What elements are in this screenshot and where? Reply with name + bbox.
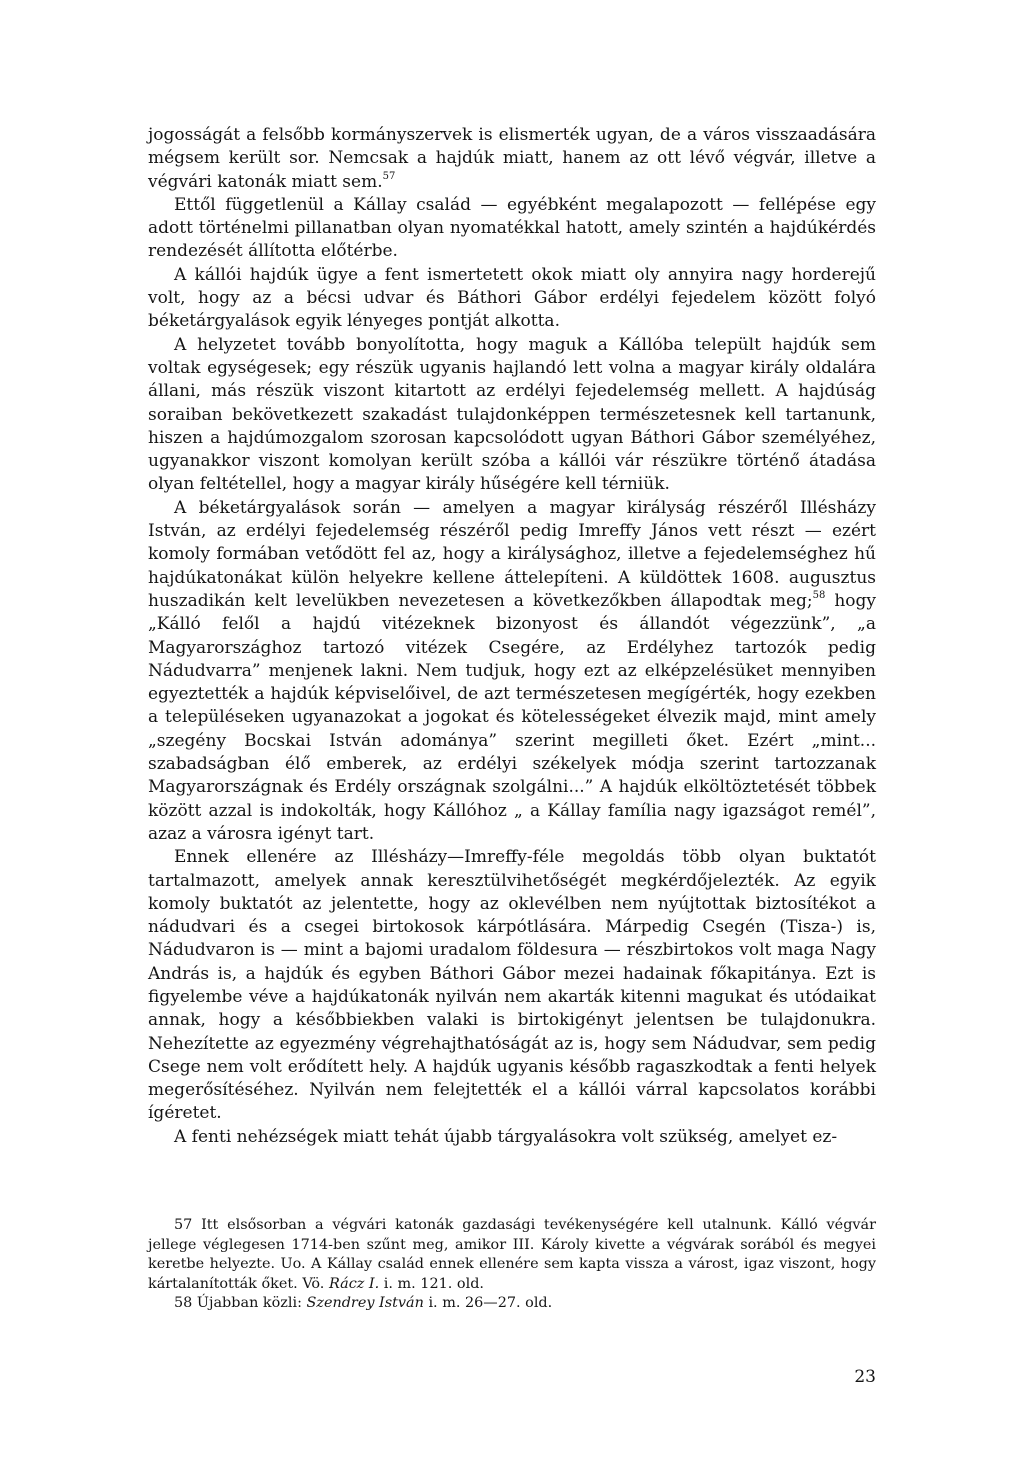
body-text (148, 124, 876, 1149)
footnote-57: 57 Itt elsősorban a végvári katonák gazdasági tevékenységére kell utalnunk. Kálló végvár jellege véglegesen 1714-ben szűnt meg, amikor III. Károly kivette a végvárak sorából és megyei keretbe helyezte. Uo. A Kállay család ennek ellenére sem kapta vissza a várost, igaz viszont, hogy kártalanították őket. Vö. Rácz I. i. m. 121. old. (148, 1217, 877, 1292)
paragraph-2: Ettől függetlenül a Kállay család — egyébként megalapozott — fellépése egy adott történelmi pillanatban olyan nyomatékkal hatott, amely szintén a hajdúkérdés rendezését állította előtérbe. (148, 194, 876, 262)
paragraph-7: A fenti nehézségek miatt tehát újabb tárgyalásokra volt szükség, amelyet ez- (174, 1126, 838, 1147)
paragraph-3: A kállói hajdúk ügye a fent ismertetett okok miatt oly annyira nagy horderejű volt, hogy az a bécsi udvar és Báthori Gábor erdélyi fejedelem között folyó béketárgyalások egyik lényeges pontját alkotta. (148, 264, 876, 332)
footnote-58: 58 Újabban közli: Szendrey István i. m. 26—27. old. (174, 1295, 553, 1312)
page-body (148, 124, 876, 1149)
paragraph-4: A helyzetet tovább bonyolította, hogy maguk a Kállóba települt hajdúk sem voltak egységesek; egy részük ugyanis hajlandó lett volna a magyar király oldalára állani, más részük viszont kitartott az erdélyi fejedelemség mellett. A hajdúság soraiban bekövetkezett szakadást tulajdonképpen természetesnek kell tartanunk, hiszen a hajdúmozgalom szorosan kapcsolódott ugyan Báthori Gábor személyéhez, ugyanakkor viszont komolyan került szóba a kállói vár részükre történő átadása olyan feltétellel, hogy a magyar király hűségére kell térniük. (148, 334, 876, 495)
footnote-ref-57: 57 (382, 170, 396, 182)
paragraph-1: jogosságát a felsőbb kormányszervek is elismerték ugyan, de a város visszaadására mégsem került sor. Nemcsak a hajdúk miatt, hanem az ott lévő végvár, illetve a végvári katonák miatt sem.$^{57}$ (148, 125, 876, 192)
footnote-ref-58: 58 (812, 590, 826, 602)
footnotes (148, 1216, 876, 1314)
page-number: 23 (854, 1367, 876, 1387)
paragraph-6: Ennek ellenére az Illésházy—Imreffy-féle megoldás több olyan buktatót tartalmazott, amelyek annak keresztülvihetőségét megkérdőjelezték. Az egyik komoly buktatót az jelentette, hogy az oklevélben nem nyújtottak biztosítékot a nádudvari és a csegei birtokosok kárpótlására. Márpedig Csegén (Tisza-) is, Nádudvaron is — mint a bajomi uradalom földesura — részbirtokos volt maga Nagy András is, a hajdúk és egyben Báthori Gábor mezei hadainak főkapitánya. Ezt is figyelembe véve a hajdúkatonák nyilván nem akarták kitenni magukat és utódaikat annak, hogy a későbbiekben valaki is birtokigényt jelentsen be tulajdonukra. Nehezítette az egyezmény végrehajthatóságát az is, hogy sem Nádudvar, sem pedig Csege nem volt erődített hely. A hajdúk ugyanis később ragaszkodtak a fenti helyek megerősítéséhez. Nyilván nem felejtették el a kállói várral kapcsolatos korábbi ígéretet. (148, 847, 876, 1124)
paragraph-5: A béketárgyalások során — amelyen a magyar királyság részéről Illésházy István, az erdélyi fejedelemség részéről pedig Imreffy János vett részt — ezért komoly formában vetődött fel az, hogy a királysághoz, illetve a fejedelemséghez hű hajdúkatonákat külön helyekre kellene áttelepíteni. A küldöttek 1608. augusztus huszadikán kelt levelükben nevezetesen a következőkben állapodtak meg;$^{58}$ hogy „Kálló felől a hajdú vitézeknek bizonyost és állandót végezzünk”, „a Magyarországhoz tartozó vitézek Csegére, az Erdélyhez tartozók pedig Nádudvarra” menjenek lakni. Nem tudjuk, hogy ezt az elképzelésüket mennyiben egyeztették a hajdúk képviselőivel, de azt természetesen megígérték, hogy ezekben a településeken ugyanazokat a jogokat és kötelességeket élvezik majd, mint amely „szegény Bocskai István adománya” szerint megilleti őket. Ezért „mint... szabadságban élő emberek, az erdélyi székelyek módja szerint tartozzanak Magyarországnak és Erdély országnak szolgálni...” A hajdúk elköltöztetését többek között azzal is indokolták, hogy Kállóhoz „ a Kállay família nagy igazságot remél”, azaz a városra igényt tart. (148, 497, 876, 844)
